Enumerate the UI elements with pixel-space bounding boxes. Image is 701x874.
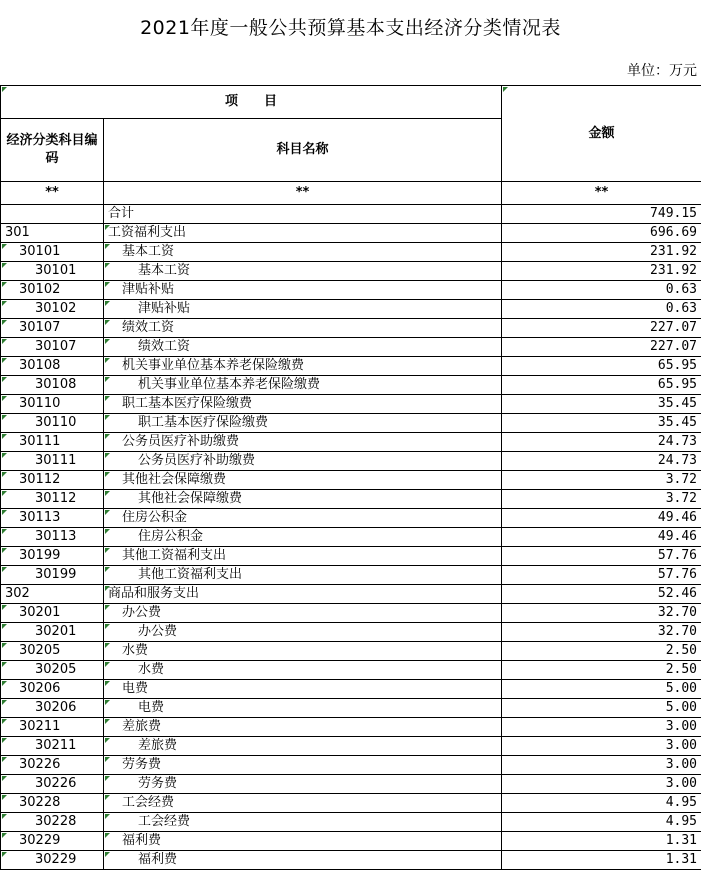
row-amount: 4.95 bbox=[502, 794, 701, 813]
header-star-name: ** bbox=[104, 182, 502, 205]
table-row bbox=[1, 490, 701, 509]
row-amount: 3.00 bbox=[502, 737, 701, 756]
table-row bbox=[1, 623, 701, 642]
row-amount: 65.95 bbox=[502, 357, 701, 376]
row-code: 30110 bbox=[1, 395, 104, 414]
row-amount: 3.72 bbox=[502, 471, 701, 490]
row-amount: 32.70 bbox=[502, 604, 701, 623]
row-name: 公务员医疗补助缴费 bbox=[104, 433, 502, 452]
table-row bbox=[1, 699, 701, 718]
row-name: 基本工资 bbox=[104, 243, 502, 262]
header-code: 经济分类科目编码 bbox=[1, 119, 104, 182]
row-code: 30101 bbox=[1, 243, 104, 262]
table-row bbox=[1, 357, 701, 376]
row-code: 30113 bbox=[1, 528, 104, 547]
row-amount: 57.76 bbox=[502, 566, 701, 585]
row-code: 30205 bbox=[1, 661, 104, 680]
header-star-amount: ** bbox=[502, 182, 701, 205]
table-row bbox=[1, 756, 701, 775]
row-code: 30199 bbox=[1, 566, 104, 585]
table-row bbox=[1, 224, 701, 243]
row-name: 福利费 bbox=[104, 851, 502, 870]
row-code: 30228 bbox=[1, 813, 104, 832]
header-amount: 金额 bbox=[502, 86, 701, 182]
row-amount: 3.00 bbox=[502, 775, 701, 794]
row-name: 工会经费 bbox=[104, 813, 502, 832]
row-name: 绩效工资 bbox=[104, 338, 502, 357]
row-name: 其他社会保障缴费 bbox=[104, 490, 502, 509]
row-name: 电费 bbox=[104, 699, 502, 718]
row-code: 30211 bbox=[1, 718, 104, 737]
table-row bbox=[1, 680, 701, 699]
row-code: 30201 bbox=[1, 623, 104, 642]
table-row bbox=[1, 300, 701, 319]
row-name: 住房公积金 bbox=[104, 528, 502, 547]
table-row bbox=[1, 319, 701, 338]
row-amount: 0.63 bbox=[502, 300, 701, 319]
row-name: 公务员医疗补助缴费 bbox=[104, 452, 502, 471]
row-name: 合计 bbox=[104, 205, 502, 224]
row-amount: 3.00 bbox=[502, 718, 701, 737]
table-row bbox=[1, 433, 701, 452]
table-row bbox=[1, 737, 701, 756]
row-amount: 0.63 bbox=[502, 281, 701, 300]
budget-table bbox=[0, 85, 701, 870]
row-name: 其他工资福利支出 bbox=[104, 547, 502, 566]
row-amount: 4.95 bbox=[502, 813, 701, 832]
row-amount: 227.07 bbox=[502, 319, 701, 338]
row-name: 劳务费 bbox=[104, 775, 502, 794]
row-code: 30201 bbox=[1, 604, 104, 623]
table-row bbox=[1, 794, 701, 813]
page-title: 2021年度一般公共预算基本支出经济分类情况表 bbox=[140, 17, 561, 39]
table-row bbox=[1, 414, 701, 433]
row-code: 30228 bbox=[1, 794, 104, 813]
table-row bbox=[1, 471, 701, 490]
table-row bbox=[1, 851, 701, 870]
table-row bbox=[1, 509, 701, 528]
row-name: 绩效工资 bbox=[104, 319, 502, 338]
row-amount: 24.73 bbox=[502, 452, 701, 471]
row-code: 301 bbox=[1, 224, 104, 243]
table-row bbox=[1, 566, 701, 585]
table-row bbox=[1, 338, 701, 357]
header-item: 项 目 bbox=[1, 86, 502, 119]
table-row bbox=[1, 281, 701, 300]
row-code bbox=[1, 205, 104, 224]
row-amount: 696.69 bbox=[502, 224, 701, 243]
row-amount: 35.45 bbox=[502, 395, 701, 414]
header-star-code: ** bbox=[1, 182, 104, 205]
row-code: 30111 bbox=[1, 433, 104, 452]
row-name: 职工基本医疗保险缴费 bbox=[104, 395, 502, 414]
row-name: 基本工资 bbox=[104, 262, 502, 281]
row-code: 30229 bbox=[1, 832, 104, 851]
row-name: 其他工资福利支出 bbox=[104, 566, 502, 585]
row-code: 30107 bbox=[1, 319, 104, 338]
table-row bbox=[1, 205, 701, 224]
row-code: 30211 bbox=[1, 737, 104, 756]
row-name: 差旅费 bbox=[104, 718, 502, 737]
table-row bbox=[1, 642, 701, 661]
row-code: 30112 bbox=[1, 471, 104, 490]
table-row bbox=[1, 585, 701, 604]
row-amount: 5.00 bbox=[502, 699, 701, 718]
row-amount: 57.76 bbox=[502, 547, 701, 566]
row-name: 津贴补贴 bbox=[104, 300, 502, 319]
row-name: 住房公积金 bbox=[104, 509, 502, 528]
row-code: 30206 bbox=[1, 680, 104, 699]
header-name: 科目名称 bbox=[104, 119, 502, 182]
row-code: 30199 bbox=[1, 547, 104, 566]
row-name: 福利费 bbox=[104, 832, 502, 851]
table-row bbox=[1, 718, 701, 737]
row-name: 办公费 bbox=[104, 623, 502, 642]
row-name: 水费 bbox=[104, 661, 502, 680]
row-amount: 49.46 bbox=[502, 528, 701, 547]
row-amount: 227.07 bbox=[502, 338, 701, 357]
row-amount: 231.92 bbox=[502, 262, 701, 281]
row-amount: 749.15 bbox=[502, 205, 701, 224]
row-code: 30111 bbox=[1, 452, 104, 471]
table-row bbox=[1, 528, 701, 547]
row-name: 差旅费 bbox=[104, 737, 502, 756]
row-code: 302 bbox=[1, 585, 104, 604]
row-code: 30108 bbox=[1, 376, 104, 395]
row-name: 电费 bbox=[104, 680, 502, 699]
row-code: 30112 bbox=[1, 490, 104, 509]
row-amount: 35.45 bbox=[502, 414, 701, 433]
table-row bbox=[1, 376, 701, 395]
row-name: 水费 bbox=[104, 642, 502, 661]
row-name: 机关事业单位基本养老保险缴费 bbox=[104, 357, 502, 376]
row-name: 机关事业单位基本养老保险缴费 bbox=[104, 376, 502, 395]
row-code: 30110 bbox=[1, 414, 104, 433]
row-amount: 2.50 bbox=[502, 642, 701, 661]
row-code: 30206 bbox=[1, 699, 104, 718]
row-amount: 1.31 bbox=[502, 832, 701, 851]
row-amount: 49.46 bbox=[502, 509, 701, 528]
row-name: 津贴补贴 bbox=[104, 281, 502, 300]
table-row bbox=[1, 832, 701, 851]
row-code: 30229 bbox=[1, 851, 104, 870]
row-code: 30226 bbox=[1, 756, 104, 775]
table-row bbox=[1, 547, 701, 566]
table-row bbox=[1, 452, 701, 471]
row-code: 30205 bbox=[1, 642, 104, 661]
row-name: 工会经费 bbox=[104, 794, 502, 813]
row-code: 30113 bbox=[1, 509, 104, 528]
unit-label: 单位：万元 bbox=[627, 63, 697, 79]
row-code: 30102 bbox=[1, 281, 104, 300]
row-amount: 24.73 bbox=[502, 433, 701, 452]
table-row bbox=[1, 262, 701, 281]
row-name: 办公费 bbox=[104, 604, 502, 623]
row-amount: 3.00 bbox=[502, 756, 701, 775]
row-amount: 3.72 bbox=[502, 490, 701, 509]
table-row bbox=[1, 813, 701, 832]
row-name: 其他社会保障缴费 bbox=[104, 471, 502, 490]
row-code: 30102 bbox=[1, 300, 104, 319]
row-amount: 231.92 bbox=[502, 243, 701, 262]
row-amount: 32.70 bbox=[502, 623, 701, 642]
row-amount: 52.46 bbox=[502, 585, 701, 604]
row-amount: 5.00 bbox=[502, 680, 701, 699]
table-row bbox=[1, 604, 701, 623]
row-code: 30226 bbox=[1, 775, 104, 794]
row-code: 30101 bbox=[1, 262, 104, 281]
row-amount: 1.31 bbox=[502, 851, 701, 870]
row-code: 30107 bbox=[1, 338, 104, 357]
row-amount: 65.95 bbox=[502, 376, 701, 395]
row-name: 商品和服务支出 bbox=[104, 585, 502, 604]
table-row bbox=[1, 243, 701, 262]
table-row bbox=[1, 775, 701, 794]
row-name: 工资福利支出 bbox=[104, 224, 502, 243]
table-row bbox=[1, 661, 701, 680]
row-name: 劳务费 bbox=[104, 756, 502, 775]
row-name: 职工基本医疗保险缴费 bbox=[104, 414, 502, 433]
row-code: 30108 bbox=[1, 357, 104, 376]
row-amount: 2.50 bbox=[502, 661, 701, 680]
table-row bbox=[1, 395, 701, 414]
